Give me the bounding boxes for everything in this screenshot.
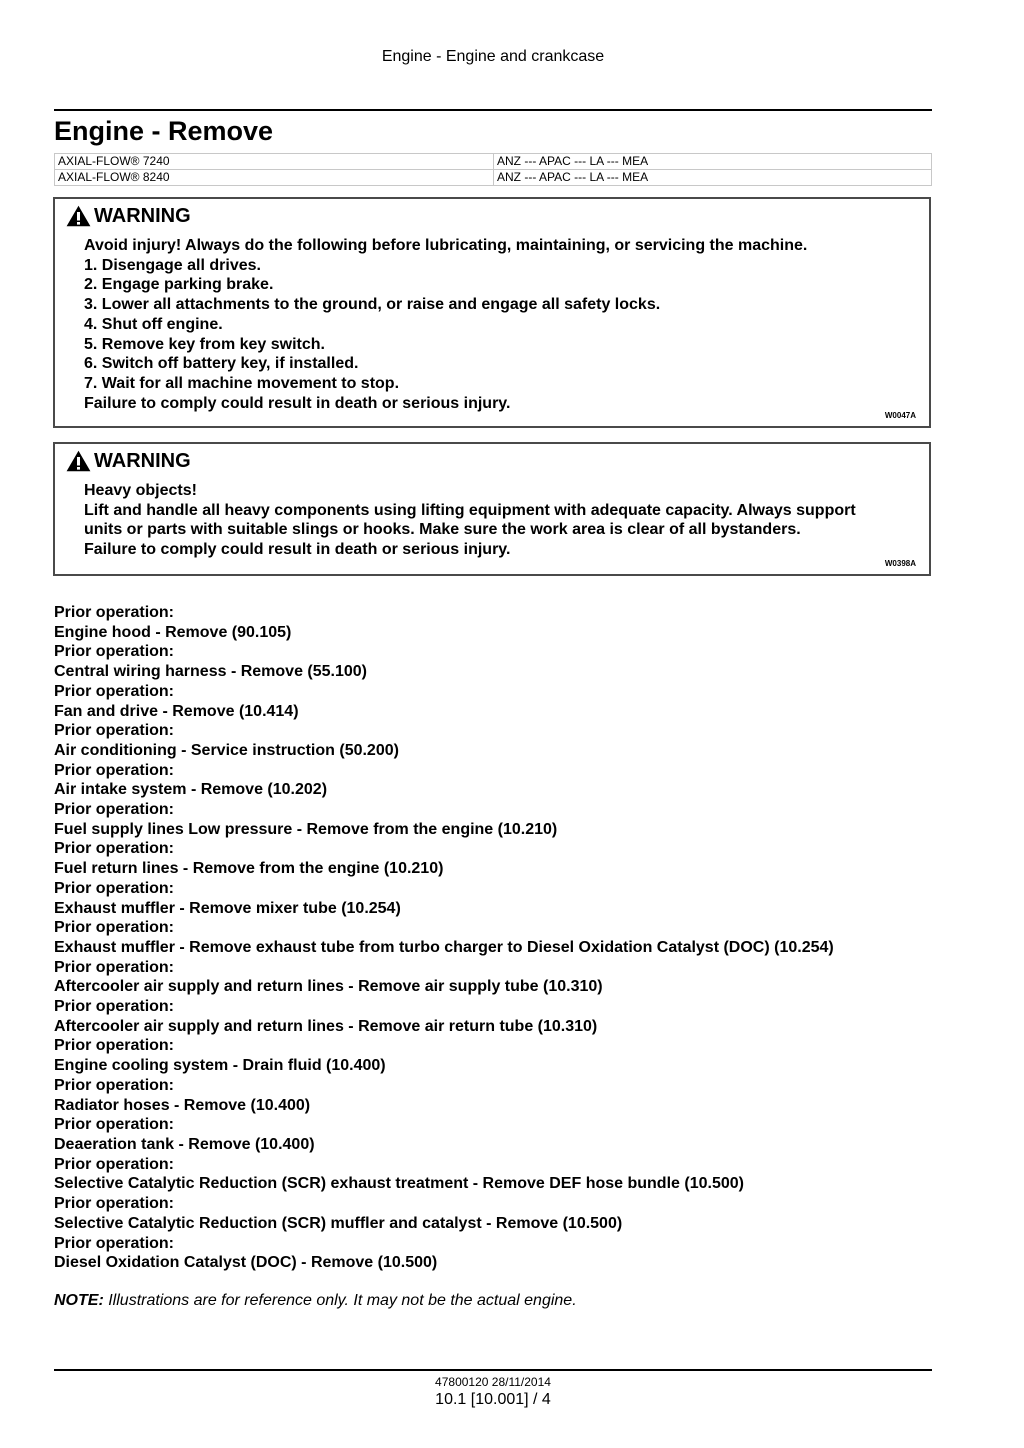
prior-operation-label: Prior operation: bbox=[54, 761, 175, 779]
warning-box-heavy-objects bbox=[53, 442, 931, 576]
warning-line: 1. Disengage all drives. bbox=[84, 256, 261, 274]
prior-operation-label: Prior operation: bbox=[54, 879, 175, 897]
warning-title: WARNING bbox=[94, 205, 191, 227]
warning-triangle-icon bbox=[66, 205, 91, 227]
prior-operation-link[interactable]: Deaeration tank - Remove (10.400) bbox=[54, 1135, 315, 1153]
prior-operation-label: Prior operation: bbox=[54, 1155, 175, 1173]
prior-operation-link[interactable]: Diesel Oxidation Catalyst (DOC) - Remove (10.500) bbox=[54, 1254, 438, 1272]
prior-operation-label: Prior operation: bbox=[54, 1076, 175, 1094]
prior-operation-link[interactable]: Radiator hoses - Remove (10.400) bbox=[54, 1096, 311, 1114]
warning-line: 6. Switch off battery key, if installed. bbox=[84, 355, 359, 373]
prior-operation-link[interactable]: Engine cooling system - Drain fluid (10.400) bbox=[54, 1057, 386, 1075]
warning-code: W0047A bbox=[884, 411, 916, 420]
model-cell: AXIAL-FLOW® 8240 bbox=[55, 170, 494, 186]
warning-line: 3. Lower all attachments to the ground, or raise and engage all safety locks. bbox=[84, 296, 661, 314]
note-text: Illustrations are for reference only. It may not be the actual engine. bbox=[108, 1292, 577, 1309]
warning-line: Heavy objects! bbox=[84, 482, 197, 499]
prior-operation-label: Prior operation: bbox=[54, 1195, 175, 1213]
prior-operation-link[interactable]: Fan and drive - Remove (10.414) bbox=[54, 702, 299, 720]
prior-operation-link[interactable]: Air conditioning - Service instruction (50.200) bbox=[54, 741, 399, 759]
warning-triangle-icon bbox=[66, 450, 91, 472]
warning-line: 4. Shut off engine. bbox=[84, 315, 223, 333]
prior-operation-link[interactable]: Air intake system - Remove (10.202) bbox=[54, 781, 328, 799]
applicability-row bbox=[55, 154, 932, 170]
prior-operations-list bbox=[54, 603, 934, 1273]
prior-operation-label: Prior operation: bbox=[54, 682, 175, 700]
warning-header bbox=[66, 450, 191, 472]
footer-document-code: 47800120 28/11/2014 bbox=[435, 1375, 551, 1389]
prior-operation-label: Prior operation: bbox=[54, 998, 175, 1016]
prior-operation-label: Prior operation: bbox=[54, 958, 175, 976]
prior-operation-link[interactable]: Selective Catalytic Reduction (SCR) muffler and catalyst - Remove (10.500) bbox=[54, 1214, 623, 1232]
prior-operation-link[interactable]: Selective Catalytic Reduction (SCR) exhaust treatment - Remove DEF hose bundle (10.500) bbox=[54, 1175, 744, 1193]
prior-operation-link[interactable]: Aftercooler air supply and return lines - Remove air supply tube (10.310) bbox=[54, 978, 603, 996]
footer-page-reference: 10.1 [10.001] / 4 bbox=[435, 1391, 551, 1408]
warning-body bbox=[84, 236, 914, 413]
warning-line: Lift and handle all heavy components using lifting equipment with adequate capacity. Always support bbox=[84, 501, 856, 519]
prior-operation-link[interactable]: Aftercooler air supply and return lines - Remove air return tube (10.310) bbox=[54, 1017, 598, 1035]
warning-line: Avoid injury! Always do the following before lubricating, maintaining, or servicing the machine. bbox=[84, 237, 808, 254]
prior-operation-label: Prior operation: bbox=[54, 801, 175, 819]
prior-operation-label: Prior operation: bbox=[54, 1116, 175, 1134]
running-header: Engine - Engine and crankcase bbox=[381, 48, 605, 65]
model-cell: AXIAL-FLOW® 7240 bbox=[55, 154, 494, 170]
warning-code: W0398A bbox=[884, 559, 916, 568]
prior-operation-link[interactable]: Exhaust muffler - Remove exhaust tube from turbo charger to Diesel Oxidation Catalyst (DOC) (10.254) bbox=[54, 938, 834, 956]
warning-box-safety bbox=[53, 197, 931, 428]
footer-rule bbox=[54, 1369, 932, 1371]
prior-operation-link[interactable]: Fuel supply lines Low pressure - Remove from the engine (10.210) bbox=[54, 820, 558, 838]
prior-operation-label: Prior operation: bbox=[54, 1234, 175, 1252]
prior-operation-link[interactable]: Exhaust muffler - Remove mixer tube (10.254) bbox=[54, 899, 401, 917]
prior-operation-label: Prior operation: bbox=[54, 919, 175, 937]
prior-operation-label: Prior operation: bbox=[54, 604, 175, 621]
warning-title: WARNING bbox=[94, 450, 191, 472]
prior-operation-label: Prior operation: bbox=[54, 1037, 175, 1055]
applicability-table bbox=[54, 153, 932, 186]
warning-header bbox=[66, 205, 191, 227]
note bbox=[54, 1291, 577, 1310]
regions-cell: ANZ --- APAC --- LA --- MEA bbox=[494, 154, 932, 170]
warning-line: units or parts with suitable slings or hooks. Make sure the work area is clear of all bystanders. bbox=[84, 521, 801, 539]
warning-body bbox=[84, 481, 914, 560]
warning-line: Failure to comply could result in death or serious injury. bbox=[84, 541, 511, 559]
warning-line: 2. Engage parking brake. bbox=[84, 276, 274, 294]
page-title: Engine - Remove bbox=[54, 116, 274, 146]
prior-operation-link[interactable]: Fuel return lines - Remove from the engine (10.210) bbox=[54, 860, 444, 878]
prior-operation-label: Prior operation: bbox=[54, 643, 175, 661]
applicability-row bbox=[55, 170, 932, 186]
prior-operation-link[interactable]: Engine hood - Remove (90.105) bbox=[54, 623, 292, 641]
prior-operation-link[interactable]: Central wiring harness - Remove (55.100) bbox=[54, 663, 367, 681]
warning-line: 7. Wait for all machine movement to stop. bbox=[84, 374, 400, 392]
prior-operation-label: Prior operation: bbox=[54, 840, 175, 858]
warning-line: 5. Remove key from key switch. bbox=[84, 335, 325, 353]
header-rule bbox=[54, 109, 932, 111]
note-label: NOTE: bbox=[54, 1292, 104, 1309]
regions-cell: ANZ --- APAC --- LA --- MEA bbox=[494, 170, 932, 186]
prior-operation-label: Prior operation: bbox=[54, 722, 175, 740]
warning-line: Failure to comply could result in death or serious injury. bbox=[84, 394, 511, 412]
